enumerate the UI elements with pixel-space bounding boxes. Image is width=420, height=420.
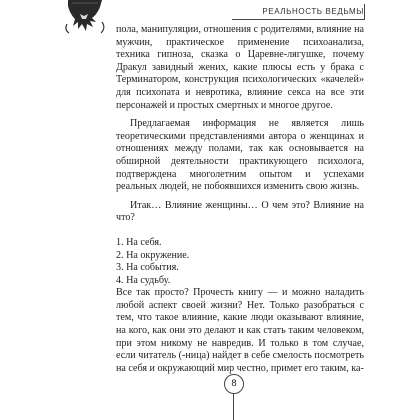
list-item: 4. На судьбу. (116, 274, 171, 286)
paragraph-question: Итак… Влияние женщины… О чем это? Влияние на что? (116, 199, 364, 224)
body-text (116, 24, 364, 375)
list-item: 3. На события. (116, 262, 179, 274)
header-rule (232, 19, 364, 20)
list-item: 2. На окружение. (116, 249, 190, 261)
header-tick (364, 4, 365, 20)
footer-line (233, 394, 234, 420)
list-item: 1. На себя. (116, 236, 162, 248)
paragraph-continuation: пола, манипуляции, отношения с родителями, влияние на мужчин, практическое применение психоанализа, техника гипноза, сказка о Царевне-лягушке, почему Дракул завидный жених, какие плюсы есть у брака с Терминатором, конструкция психологических «качелей» для психопата и невротика, влияние секса на все эти персонажей и простых смертных и многое другое. (116, 24, 364, 111)
influence-list (116, 237, 364, 287)
running-header: РЕАЛЬНОСТЬ ВЕДЬМЫ (262, 7, 364, 16)
page-number: 8 (224, 374, 244, 394)
paragraph-closing: Все так просто? Прочесть книгу — и можно наладить любой аспект своей жизни? Нет. Только разобраться с тем, что такое влияние, какие люди оказывают влияние, на кого, как они это делают и как стать таким человеком, при этом никому не навредив. И только в том случае, если читатель (-ница) найдет в себе смелость посмотреть на себя и окружающий мир честно, примет его таким, ка- (116, 287, 364, 374)
paragraph-info: Предлагаемая информация не является лишь теоретическими представлениями автора о женщинах и отношениях между полами, так как основывается на обширной деятельности практикующего психолога, подтверждена многолетним опытом и успехами реальных людей, не побоявшихся изменить свою жизнь. (116, 118, 364, 193)
corner-illustration (62, 0, 108, 34)
